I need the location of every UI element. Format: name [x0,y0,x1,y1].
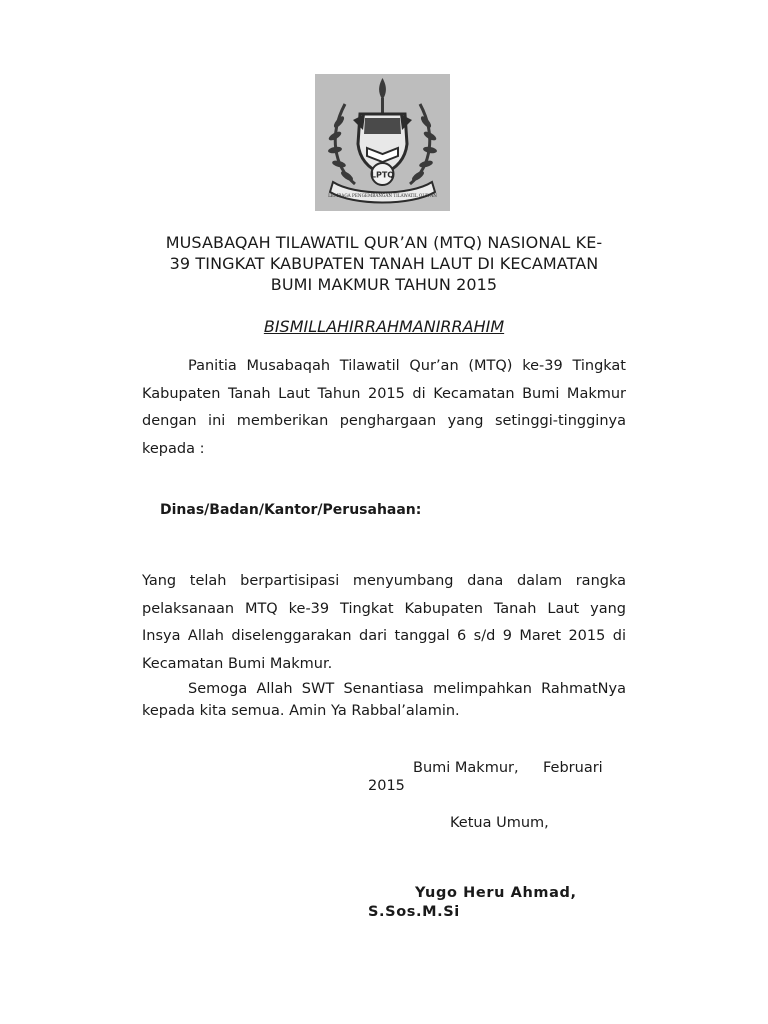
signer-degree: S.Sos.M.Si [368,904,460,920]
paragraph-line: Kabupaten Tanah Laut Tahun 2015 di Kecamatan Bumi Makmur [142,385,626,402]
signer-name: Yugo Heru Ahmad, [415,885,577,901]
paragraph-line: Panitia Musabaqah Tilawatil Qur’an (MTQ) ke-39 Tingkat [188,358,626,374]
body-paragraph [142,568,626,678]
title-line: 39 TINGKAT KABUPATEN TANAH LAUT DI KECAMATAN [169,254,599,273]
recipient-label: Dinas/Badan/Kantor/Perusahaan: [160,502,422,518]
paragraph-line: kepada kita semua. Amin Ya Rabbal’alamin. [142,703,460,719]
signature-place: Bumi Makmur, [413,760,519,776]
opening-paragraph [142,353,626,463]
title-line: MUSABAQAH TILAWATIL QUR’AN (MTQ) NASIONAL KE- [165,233,603,252]
basmalah-heading: BISMILLAHIRRAHMANIRRAHIM [263,317,505,336]
paragraph-line: Yang telah berpartisipasi menyumbang dana dalam rangka [142,573,626,589]
paragraph-line: Insya Allah diselenggarakan dari tanggal 6 s/d 9 Maret 2015 di [142,628,626,644]
paragraph-line: kepada : [142,440,205,457]
signature-month: Februari [543,760,603,776]
paragraph-line: Semoga Allah SWT Senantiasa melimpahkan RahmatNya [188,681,626,697]
paragraph-line: pelaksanaan MTQ ke-39 Tingkat Kabupaten Tanah Laut yang [142,600,626,617]
svg-text:LPTQ: LPTQ [370,170,395,180]
closing-paragraph [142,678,626,722]
signature-year: 2015 [368,778,405,794]
lptq-logo [315,74,450,211]
document-title [140,232,628,295]
svg-text:LEMBAGA PENGEMBANGAN TILAWATIL: LEMBAGA PENGEMBANGAN TILAWATIL QUR'AN [328,193,437,198]
lptq-emblem-icon [315,74,450,211]
paragraph-line: dengan ini memberikan penghargaan yang setinggi-tingginya [142,413,626,429]
paragraph-line: Kecamatan Bumi Makmur. [142,655,333,672]
title-line: BUMI MAKMUR TAHUN 2015 [270,275,498,294]
signature-position: Ketua Umum, [450,815,549,831]
